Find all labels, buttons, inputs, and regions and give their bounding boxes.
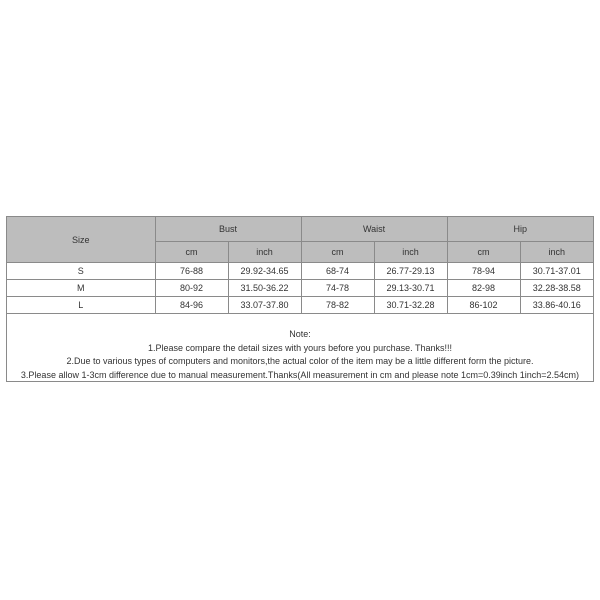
table-row [7,263,593,280]
bust-header: Bust [155,217,301,242]
unit-header: inch [520,242,593,263]
note-line-1: 1.Please compare the detail sizes with yours before you purchase. Thanks!!! [148,342,452,353]
table-cell: 78-94 [447,263,520,280]
unit-header: cm [155,242,228,263]
table-cell: 30.71-37.01 [520,263,593,280]
note-section [7,314,593,382]
note-title: Note: [289,329,311,339]
unit-header: cm [447,242,520,263]
table-cell: 80-92 [155,280,228,297]
waist-header: Waist [301,217,447,242]
table-cell: 31.50-36.22 [228,280,301,297]
table-row [7,297,593,314]
size-cell: M [7,280,155,297]
table-cell: 32.28-38.58 [520,280,593,297]
unit-header: inch [374,242,447,263]
table-cell: 29.92-34.65 [228,263,301,280]
note-line-2: 2.Due to various types of computers and monitors,the actual color of the item may be a little different form the picture. [66,356,534,366]
table-cell: 74-78 [301,280,374,297]
size-header: Size [7,217,155,263]
hip-header: Hip [447,217,593,242]
table-cell: 84-96 [155,297,228,314]
size-chart [6,216,594,382]
table-cell: 33.07-37.80 [228,297,301,314]
size-cell: L [7,297,155,314]
note-line-3: 3.Please allow 1-3cm difference due to manual measurement.Thanks(All measurement in cm and please note 1cm=0.39inch 1inch=2.54cm) [20,369,580,380]
table-cell: 30.71-32.28 [374,297,447,314]
table-cell: 78-82 [301,297,374,314]
table-cell: 82-98 [447,280,520,297]
table-row [7,280,593,297]
header-row-groups [7,217,593,242]
size-table [7,217,593,314]
table-cell: 29.13-30.71 [374,280,447,297]
table-cell: 33.86-40.16 [520,297,593,314]
table-cell: 76-88 [155,263,228,280]
unit-header: inch [228,242,301,263]
table-cell: 26.77-29.13 [374,263,447,280]
size-cell: S [7,263,155,280]
table-cell: 86-102 [447,297,520,314]
unit-header: cm [301,242,374,263]
table-cell: 68-74 [301,263,374,280]
